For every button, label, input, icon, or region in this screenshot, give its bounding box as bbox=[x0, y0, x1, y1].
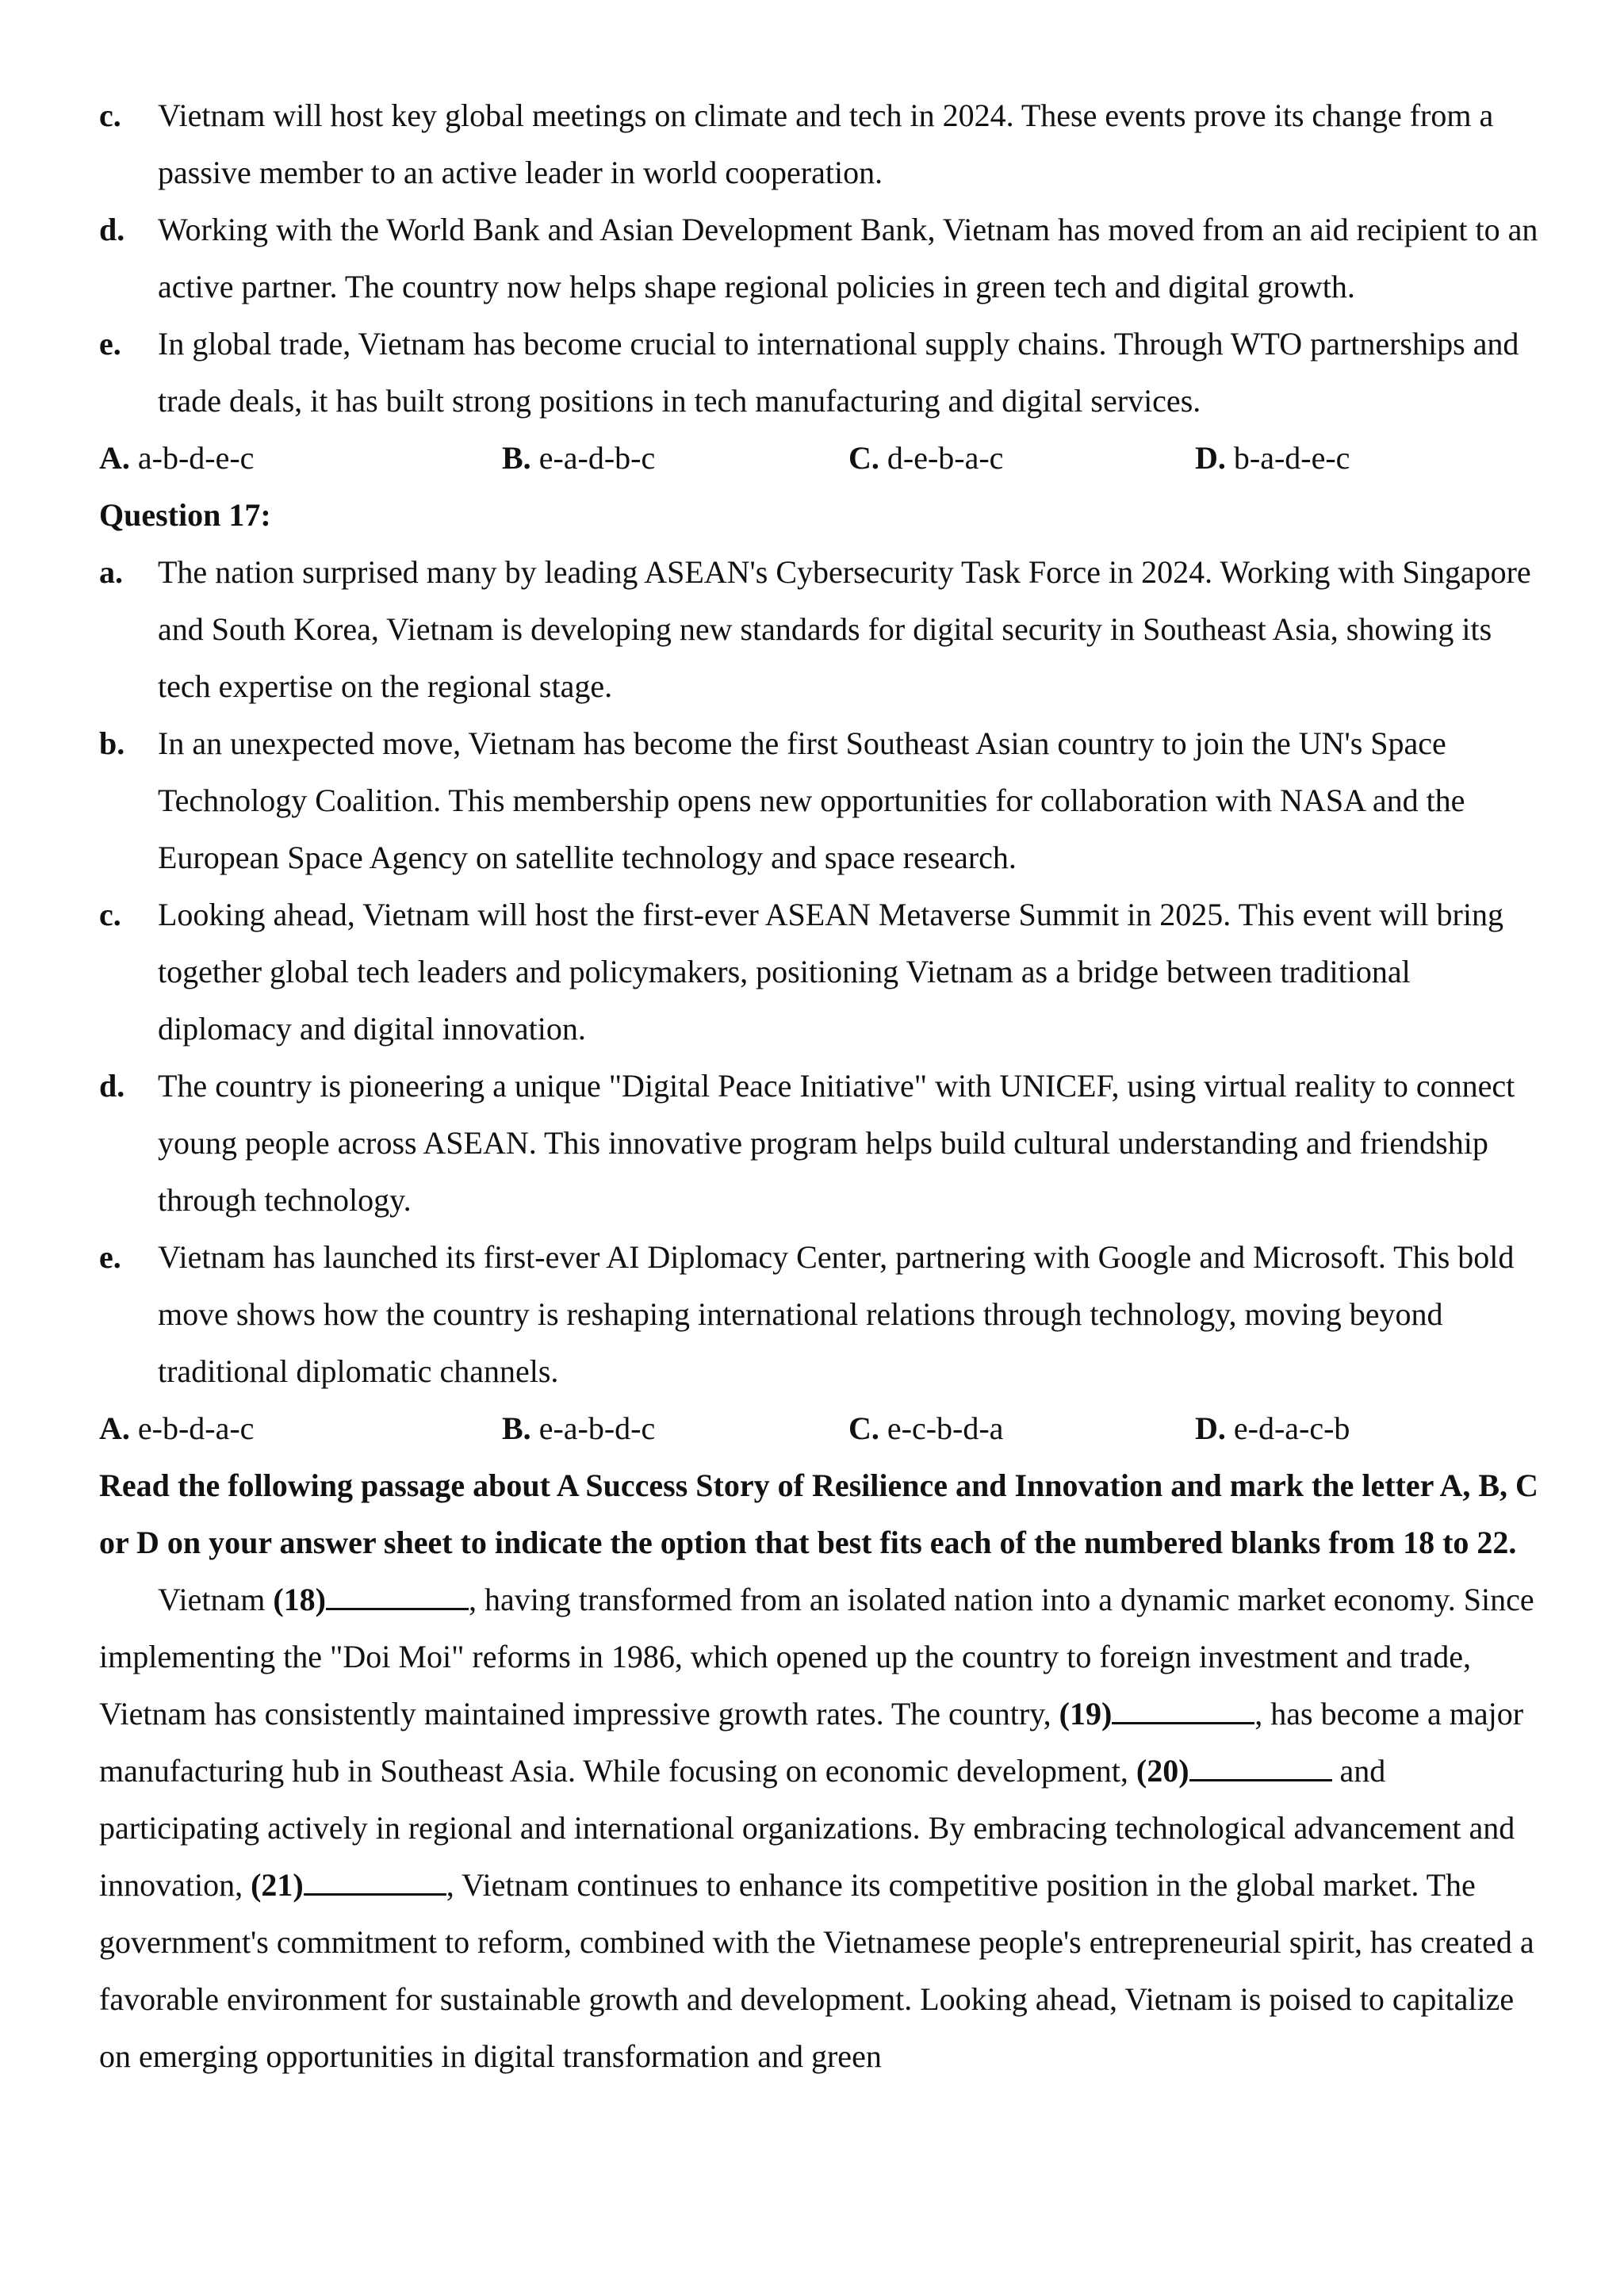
cloze-passage bbox=[99, 1571, 1542, 2085]
q17-option-b[interactable] bbox=[502, 1400, 848, 1457]
item-text: The nation surprised many by leading ASEAN's Cybersecurity Task Force in 2024. Working with Singapore and South Korea, Vietnam is developing new standards for digital security in Southeast Asia, showing its tech expertise on the regional stage. bbox=[158, 554, 1531, 704]
blank-19[interactable] bbox=[1112, 1693, 1254, 1724]
item-text: Vietnam will host key global meetings on climate and tech in 2024. These events prove its change from a passive member to an active leader in world cooperation. bbox=[158, 98, 1494, 190]
blank-number-20: (20) bbox=[1136, 1753, 1189, 1789]
option-value: e-c-b-d-a bbox=[887, 1410, 1004, 1446]
passage-text: , having transformed from an isolated nation into a dynamic market economy. Since implementing the "Doi Moi" reforms in 1986, which opened up the country to foreign investment and trade, Vietnam has consistently maintained impressive growth rates. The country, bbox=[99, 1582, 1534, 1732]
document-page bbox=[99, 87, 1542, 2085]
option-value: b-a-d-e-c bbox=[1233, 440, 1350, 476]
option-value: a-b-d-e-c bbox=[137, 440, 255, 476]
q17-item-a bbox=[99, 544, 1542, 715]
q16-option-c[interactable] bbox=[848, 430, 1195, 487]
q17-option-d[interactable] bbox=[1195, 1400, 1512, 1457]
option-label: B. bbox=[502, 1410, 531, 1446]
item-letter: c. bbox=[99, 98, 121, 133]
option-label: A. bbox=[99, 440, 130, 476]
q17-options bbox=[99, 1400, 1542, 1457]
item-letter: b. bbox=[99, 725, 125, 761]
option-label: C. bbox=[848, 440, 879, 476]
item-letter: e. bbox=[99, 326, 121, 362]
q16-option-a[interactable] bbox=[99, 430, 502, 487]
item-text: Looking ahead, Vietnam will host the first-ever ASEAN Metaverse Summit in 2025. This event will bring together global tech leaders and policymakers, positioning Vietnam as a bridge between traditional diplomacy and digital innovation. bbox=[158, 897, 1503, 1047]
option-label: D. bbox=[1195, 1410, 1226, 1446]
option-value: e-d-a-c-b bbox=[1233, 1410, 1350, 1446]
item-letter: c. bbox=[99, 897, 121, 932]
q16-item-d bbox=[99, 201, 1542, 316]
option-value: d-e-b-a-c bbox=[887, 440, 1004, 476]
option-value: e-a-b-d-c bbox=[538, 1410, 656, 1446]
blank-20[interactable] bbox=[1189, 1751, 1332, 1781]
q16-option-d[interactable] bbox=[1195, 430, 1512, 487]
option-value: e-b-d-a-c bbox=[137, 1410, 255, 1446]
option-label: B. bbox=[502, 440, 531, 476]
q16-option-b[interactable] bbox=[502, 430, 848, 487]
blank-18[interactable] bbox=[326, 1579, 469, 1610]
q17-item-d bbox=[99, 1058, 1542, 1229]
q16-options bbox=[99, 430, 1542, 487]
q17-item-e bbox=[99, 1229, 1542, 1400]
item-letter: d. bbox=[99, 1068, 125, 1104]
passage-text: Vietnam bbox=[158, 1582, 274, 1617]
item-text: Vietnam has launched its first-ever AI Diplomacy Center, partnering with Google and Microsoft. This bold move shows how the country is reshaping international relations through technology, moving beyond traditional diplomatic channels. bbox=[158, 1239, 1515, 1389]
q17-item-b bbox=[99, 715, 1542, 886]
item-letter: e. bbox=[99, 1239, 121, 1275]
passage-text: , has become a major manufacturing hub in Southeast Asia. While focusing on economic development, bbox=[99, 1696, 1524, 1789]
item-letter: d. bbox=[99, 212, 125, 247]
blank-21[interactable] bbox=[304, 1865, 446, 1896]
item-text: Working with the World Bank and Asian Development Bank, Vietnam has moved from an aid recipient to an active partner. The country now helps shape regional policies in green tech and digital growth. bbox=[158, 212, 1538, 304]
option-value: e-a-d-b-c bbox=[538, 440, 656, 476]
option-label: D. bbox=[1195, 440, 1226, 476]
blank-number-18: (18) bbox=[273, 1582, 326, 1617]
q16-item-e bbox=[99, 316, 1542, 430]
q17-item-c bbox=[99, 886, 1542, 1058]
q16-items bbox=[99, 87, 1542, 430]
passage-text: , Vietnam continues to enhance its competitive position in the global market. The government's commitment to reform, combined with the Vietnamese people's entrepreneurial spirit, has created a favorable environment for sustainable growth and development. Looking ahead, Vietnam is poised to capitalize on emerging opportunities in digital transformation and green bbox=[99, 1867, 1534, 2074]
q17-heading: Question 17: bbox=[99, 497, 271, 533]
item-text: The country is pioneering a unique "Digital Peace Initiative" with UNICEF, using virtual reality to connect young people across ASEAN. This innovative program helps build cultural understanding and friendship through technology. bbox=[158, 1068, 1515, 1218]
q17-items bbox=[99, 544, 1542, 1400]
passage-instruction: Read the following passage about A Success Story of Resilience and Innovation and mark the letter A, B, C or D on your answer sheet to indicate the option that best fits each of the numbered blanks from 18 to 22. bbox=[99, 1468, 1538, 1560]
q17-option-c[interactable] bbox=[848, 1400, 1195, 1457]
item-letter: a. bbox=[99, 554, 123, 590]
option-label: C. bbox=[848, 1410, 879, 1446]
q16-item-c bbox=[99, 87, 1542, 201]
q17-option-a[interactable] bbox=[99, 1400, 502, 1457]
blank-number-19: (19) bbox=[1059, 1696, 1113, 1732]
passage-text: and participating actively in regional and international organizations. By embracing technological advancement and innovation, bbox=[99, 1753, 1515, 1903]
item-text: In an unexpected move, Vietnam has become the first Southeast Asian country to join the UN's Space Technology Coalition. This membership opens new opportunities for collaboration with NASA and the European Space Agency on satellite technology and space research. bbox=[158, 725, 1465, 875]
blank-number-21: (21) bbox=[251, 1867, 304, 1903]
option-label: A. bbox=[99, 1410, 130, 1446]
item-text: In global trade, Vietnam has become crucial to international supply chains. Through WTO partnerships and trade deals, it has built strong positions in tech manufacturing and digital services. bbox=[158, 326, 1519, 419]
